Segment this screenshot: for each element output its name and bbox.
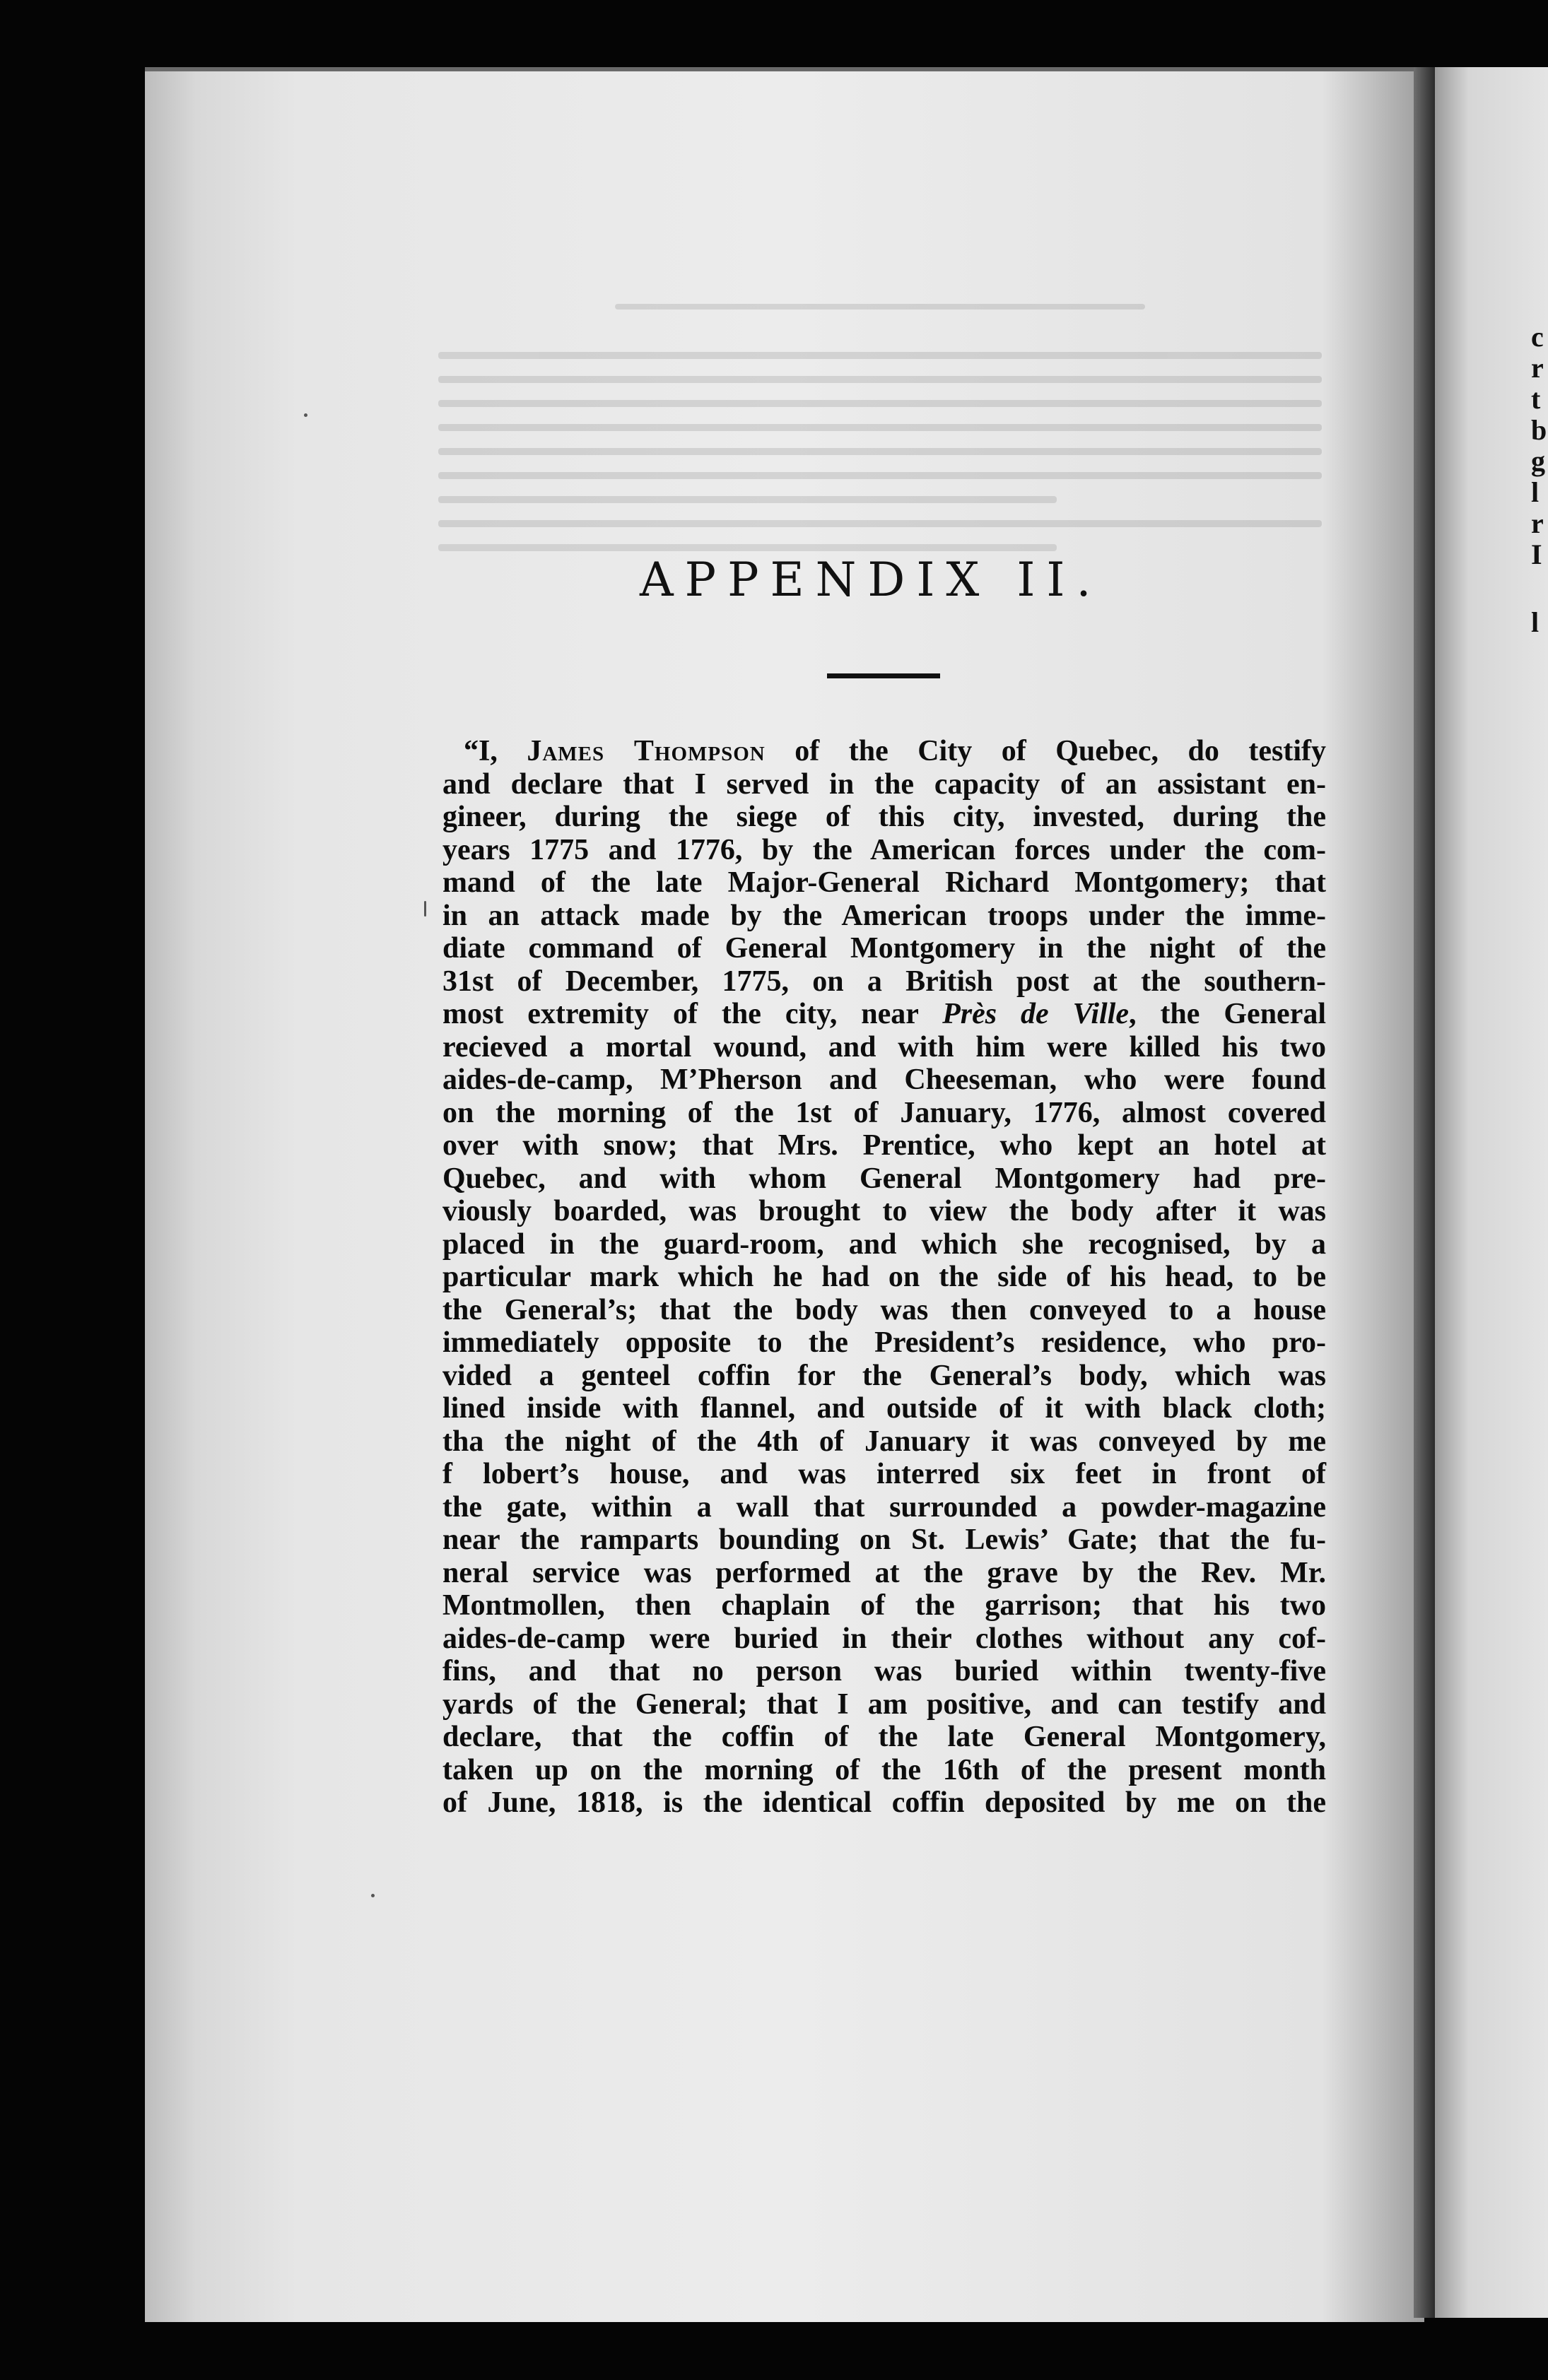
text-line: “I, James Thompson of the City of Quebec, do testify bbox=[464, 735, 1326, 767]
text-line: placed in the guard-room, and which she recognised, by a bbox=[442, 1227, 1326, 1261]
text-line: most extremity of the city, near Près de Ville, the General bbox=[442, 998, 1326, 1030]
adjacent-letter: c bbox=[1531, 322, 1544, 353]
adjacent-letter: l bbox=[1531, 476, 1540, 508]
appendix-title: APPENDIX II. bbox=[640, 553, 1103, 607]
adjacent-letter: l bbox=[1531, 606, 1540, 638]
adjacent-letter: r bbox=[1531, 352, 1544, 384]
text-line: tha the night of the 4th of January it was conveyed by me bbox=[442, 1425, 1326, 1458]
text-line: vided a genteel coffin for the General’s body, which was bbox=[442, 1359, 1326, 1392]
adjacent-letter bbox=[1531, 570, 1548, 607]
book-gutter bbox=[1414, 67, 1435, 2318]
speck bbox=[424, 901, 426, 917]
text-line: the General’s; that the body was then conveyed to a house bbox=[442, 1293, 1326, 1326]
text-line: mand of the late Major-General Richard Montgomery; that bbox=[442, 866, 1326, 899]
adjacent-letter: I bbox=[1531, 538, 1542, 570]
adjacent-letter: b bbox=[1531, 414, 1547, 446]
text-line: 31st of December, 1775, on a British post at the southern- bbox=[442, 965, 1326, 998]
text-line: diate command of General Montgomery in the night of the bbox=[442, 932, 1326, 965]
adjacent-page-letters bbox=[1531, 322, 1548, 638]
text-line: aides-de-camp, M’Pherson and Cheeseman, who were found bbox=[442, 1064, 1326, 1096]
text-line: particular mark which he had on the side of his head, to be bbox=[442, 1261, 1326, 1293]
text-line: declare, that the coffin of the late General Montgomery, bbox=[442, 1721, 1326, 1753]
text-line: of June, 1818, is the identical coffin deposited by me on the bbox=[442, 1786, 1326, 1819]
place-name: Près de Ville bbox=[942, 998, 1129, 1030]
speck bbox=[304, 413, 307, 417]
text-line: recieved a mortal wound, and with him were killed his two bbox=[442, 1030, 1326, 1064]
deponent-name: James Thompson bbox=[527, 735, 766, 767]
text-line: yards of the General; that I am positive, and can testify and bbox=[442, 1687, 1326, 1721]
text-line: f lobert’s house, and was interred six feet in front of bbox=[442, 1458, 1326, 1490]
text-line: Quebec, and with whom General Montgomery had pre- bbox=[442, 1162, 1326, 1195]
text-line: years 1775 and 1776, by the American forces under the com- bbox=[442, 833, 1326, 866]
testimony-text bbox=[442, 735, 1326, 1820]
adjacent-letter: r bbox=[1531, 507, 1544, 539]
text-line: neral service was performed at the grave by the Rev. Mr. bbox=[442, 1556, 1326, 1589]
text-line: viously boarded, was brought to view the body after it was bbox=[442, 1195, 1326, 1227]
adjacent-letter: t bbox=[1531, 383, 1541, 415]
text-line: fins, and that no person was buried within twenty-five bbox=[442, 1655, 1326, 1687]
text-line: the gate, within a wall that surrounded a powder-magazine bbox=[442, 1490, 1326, 1524]
text-line: near the ramparts bounding on St. Lewis’ Gate; that the fu- bbox=[442, 1524, 1326, 1556]
text-line: over with snow; that Mrs. Prentice, who kept an hotel at bbox=[442, 1129, 1326, 1162]
text-line: gineer, during the siege of this city, invested, during the bbox=[442, 801, 1326, 833]
title-rule bbox=[827, 673, 940, 678]
adjacent-letter: g bbox=[1531, 445, 1545, 477]
text-line: Montmollen, then chaplain of the garrison; that his two bbox=[442, 1589, 1326, 1622]
speck bbox=[371, 1894, 375, 1897]
text-line: on the morning of the 1st of January, 1776, almost covered bbox=[442, 1096, 1326, 1129]
text-line: taken up on the morning of the 16th of the present month bbox=[442, 1753, 1326, 1786]
text-line: and declare that I served in the capacity of an assistant en- bbox=[442, 767, 1326, 801]
text-line: lined inside with flannel, and outside of it with black cloth; bbox=[442, 1392, 1326, 1425]
text-line: aides-de-camp were buried in their clothes without any cof- bbox=[442, 1622, 1326, 1655]
text-line: immediately opposite to the President’s residence, who pro- bbox=[442, 1326, 1326, 1359]
text-line: in an attack made by the American troops under the imme- bbox=[442, 899, 1326, 932]
